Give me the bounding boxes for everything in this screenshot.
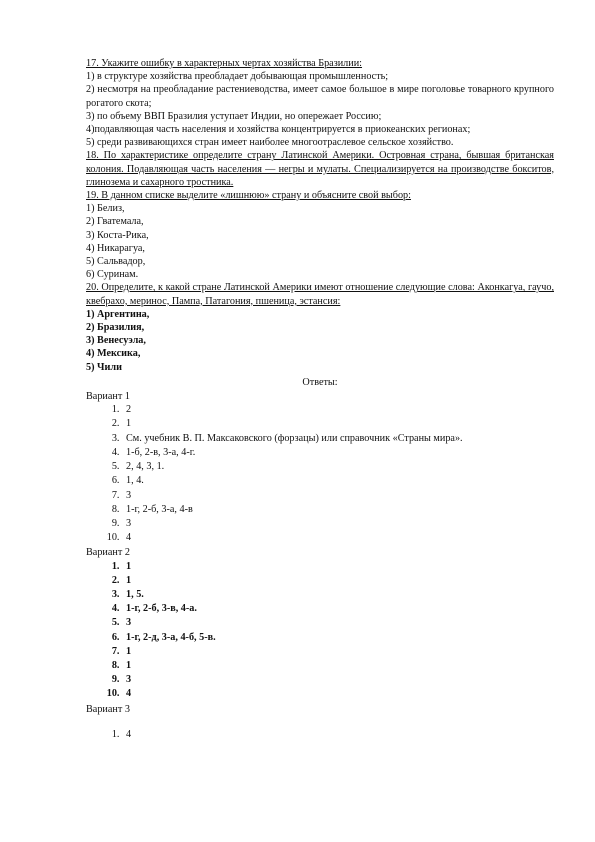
variant-1-answer: 1. 2 <box>122 403 554 417</box>
question-19-option-1: 1) Белиз, <box>86 203 125 215</box>
question-20-option-1: 1) Аргентина, <box>86 308 150 320</box>
variant-3-answer: 1. 4 <box>122 728 554 742</box>
document-page <box>86 57 554 742</box>
variant-2-answer: 8. 1 <box>122 659 554 673</box>
variant-1-answer: 3. См. учебник В. П. Максаковского (форзацы) или справочник «Страны мира». <box>122 432 554 446</box>
variant-1-answer: 8. 1-г, 2-б, 3-а, 4-в <box>122 503 554 517</box>
question-17-option-3: 3) по объему ВВП Бразилия уступает Индии, но опережает Россию; <box>86 110 382 122</box>
variant-1-answer: 5. 2, 4, 3, 1. <box>122 460 554 474</box>
variant-3-answer-list <box>86 728 554 742</box>
question-20-option-3: 3) Венесуэла, <box>86 335 146 347</box>
variant-2-answer: 6. 1-г, 2-д, 3-а, 4-б, 5-в. <box>122 631 554 645</box>
question-20-option-4: 4) Мексика, <box>86 348 141 360</box>
question-17-option-2: 2) несмотря на преобладание растениеводства, имеет самое большое в мире поголовье товарного крупного рогатого скота; <box>86 84 554 109</box>
variant-2-answer: 10. 4 <box>122 687 554 701</box>
question-19-option-3: 3) Коста-Рика, <box>86 229 149 241</box>
variant-2-answer: 5. 3 <box>122 616 554 630</box>
variant-1-answer: 4. 1-б, 2-в, 3-а, 4-г. <box>122 446 554 460</box>
question-20-option-2: 2) Бразилия, <box>86 322 145 334</box>
question-19-option-5: 5) Сальвадор, <box>86 256 146 268</box>
question-18-text: 18. По характеристике определите страну Латинской Америки. Островная страна, бывшая британская колония. Подавляющая часть населения — негры и мулаты. Специализируется на производстве бокситов, глинозема и сахарного тростника. <box>86 150 554 188</box>
variant-1-answer: 6. 1, 4. <box>122 474 554 488</box>
variant-2-title: Вариант 2 <box>86 547 130 559</box>
variant-2-answer: 9. 3 <box>122 673 554 687</box>
variant-1-answer: 10. 4 <box>122 531 554 545</box>
variant-2-answer: 4. 1-г, 2-б, 3-в, 4-а. <box>122 602 554 616</box>
question-19-option-6: 6) Суринам. <box>86 269 139 281</box>
blank-spacer <box>86 716 554 728</box>
variant-1-title: Вариант 1 <box>86 391 130 403</box>
variant-1-answer: 2. 1 <box>122 417 554 431</box>
question-17-option-5: 5) среди развивающихся стран имеет наиболее многоотраслевое сельское хозяйство. <box>86 137 454 149</box>
question-20-text: 20. Определите, к какой стране Латинской Америки имеют отношение следующие слова: Аконкагуа, гаучо, квебрахо, меринос, Пампа, Патагония, пшеница, эстансия: <box>86 282 554 307</box>
variant-2-answer: 1. 1 <box>122 560 554 574</box>
question-17-option-1: 1) в структуре хозяйства преобладает добывающая промышленность; <box>86 71 389 83</box>
answers-heading: Ответы: <box>302 376 338 388</box>
variant-2-answer: 7. 1 <box>122 645 554 659</box>
variant-1-answer: 7. 3 <box>122 489 554 503</box>
question-17-option-4: 4)подавляющая часть населения и хозяйства концентрируется в приокеанских регионах; <box>86 124 471 136</box>
variant-3-title: Вариант 3 <box>86 703 130 715</box>
variant-1-answer: 9. 3 <box>122 517 554 531</box>
question-19-option-2: 2) Гватемала, <box>86 216 144 228</box>
variant-2-answer: 3. 1, 5. <box>122 588 554 602</box>
variant-1-answer-list <box>86 403 554 545</box>
question-20-option-5: 5) Чили <box>86 361 122 373</box>
variant-2-answer: 2. 1 <box>122 574 554 588</box>
question-19-option-4: 4) Никарагуа, <box>86 242 145 254</box>
question-17-title: 17. Укажите ошибку в характерных чертах хозяйства Бразилии: <box>86 58 363 69</box>
question-19-title: 19. В данном списке выделите «лишнюю» страну и объясните свой выбор: <box>86 190 411 202</box>
variant-2-answer-list <box>86 560 554 702</box>
